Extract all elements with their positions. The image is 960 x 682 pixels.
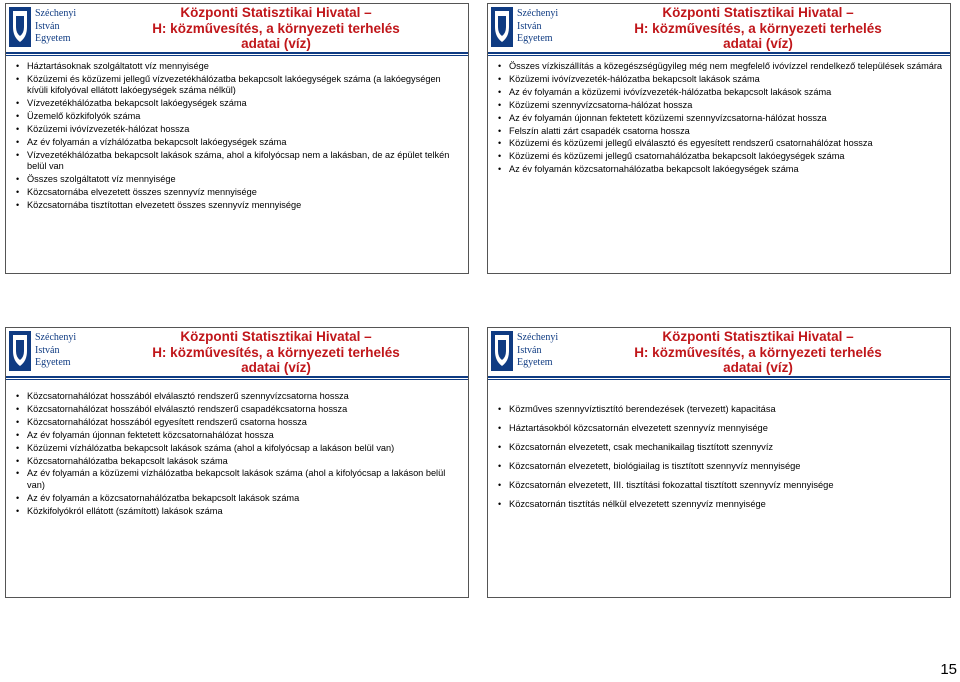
list-item: • Közcsatornahálózat hosszából elválasztó rendszerű csapadékcsatorna hossza (16, 404, 462, 415)
slide-title (88, 329, 464, 376)
title-line-2: H: közművesítés, a környezeti terhelés (634, 20, 882, 36)
list-item: • Összes vízkiszállítás a közegészségügyileg még nem megfelelő ivóvízzel rendelkező települések számára (498, 61, 944, 72)
title-line-3: adatai (víz) (241, 36, 311, 51)
title-line-3: adatai (víz) (241, 360, 311, 375)
header-divider-thin (488, 55, 950, 56)
title-line-3: adatai (víz) (723, 360, 793, 375)
list-item: • Az év folyamán újonnan fektetett közüzemi szennyvízcsatorna-hálózat hossza (498, 113, 944, 124)
logo-line: István (35, 20, 60, 32)
logo-line: Egyetem (517, 33, 553, 44)
coat-of-arms-icon (491, 7, 513, 47)
title-line-2: H: közművesítés, a környezeti terhelés (152, 344, 400, 360)
list-item: • Az év folyamán a közüzemi vízhálózatba bekapcsolt lakások száma (ahol a kifolyócsap a lakáson belül van) (16, 468, 462, 491)
header-divider-thin (488, 379, 950, 380)
list-item: • Közüzemi és közüzemi jellegű elválasztó és egyesített rendszerű csatornahálózat hossza (498, 138, 944, 149)
slide-title (570, 5, 946, 52)
slide-header (6, 328, 468, 376)
slide-title (570, 329, 946, 376)
list-item: • Közüzemi és közüzemi jellegű vízvezetékhálózatba bekapcsolt lakóegységek száma (a lakóegységen kívüli kifolyóval ellátott lakóegységek száma nélkül) (16, 74, 462, 97)
header-divider (488, 52, 950, 54)
header-divider (488, 376, 950, 378)
title-line-1: Központi Statisztikai Hivatal – (180, 329, 372, 344)
logo-line: Egyetem (35, 357, 71, 368)
list-item: • Háztartásoknak szolgáltatott víz mennyisége (16, 61, 462, 72)
header-divider-thin (6, 55, 468, 56)
list-item: • Az év folyamán újonnan fektetett közcsatornahálózat hossza (16, 430, 462, 441)
list-item: • Az év folyamán a közüzemi ivóvízvezeték-hálózatba bekapcsolt lakások száma (498, 87, 944, 98)
bullet-list (498, 61, 944, 177)
bullet-list (16, 391, 462, 519)
list-item: • Háztartásokból közcsatornán elvezetett szennyvíz mennyisége (498, 422, 944, 434)
title-line-3: adatai (víz) (723, 36, 793, 51)
slide-3 (5, 327, 469, 598)
coat-of-arms-icon (9, 7, 31, 47)
logo-line: Széchenyi (35, 332, 77, 343)
list-item: • Az év folyamán a közcsatornahálózatba bekapcsolt lakások száma (16, 493, 462, 504)
title-line-1: Központi Statisztikai Hivatal – (662, 329, 854, 344)
list-item: • Közcsatornahálózat hosszából egyesített rendszerű csatorna hossza (16, 417, 462, 428)
slide-header (488, 328, 950, 376)
slide-title (88, 5, 464, 52)
university-logo (9, 331, 83, 371)
list-item: • Közcsatornába tisztítottan elvezetett összes szennyvíz mennyisége (16, 200, 462, 211)
list-item: • Közüzemi szennyvízcsatorna-hálózat hossza (498, 100, 944, 111)
list-item: • Közcsatornán elvezetett, III. tisztítási fokozattal tisztított szennyvíz mennyisége (498, 479, 944, 491)
list-item: • Közüzemi ivóvízvezeték-hálózatba bekapcsolt lakások száma (498, 74, 944, 85)
slide-header (488, 4, 950, 52)
list-item: • Közüzemi vízhálózatba bekapcsolt lakások száma (ahol a kifolyócsap a lakáson belül van) (16, 443, 462, 454)
university-logo (9, 7, 83, 47)
slide-2 (487, 3, 951, 274)
list-item: • Közműves szennyvíztisztító berendezések (tervezett) kapacitása (498, 403, 944, 415)
list-item: • Közüzemi ivóvízvezeték-hálózat hossza (16, 124, 462, 135)
logo-line: Széchenyi (517, 332, 559, 343)
university-logo (491, 7, 565, 47)
list-item: • Összes szolgáltatott víz mennyisége (16, 174, 462, 185)
header-divider (6, 52, 468, 54)
university-logo (491, 331, 565, 371)
list-item: • Közcsatornahálózatba bekapcsolt lakások száma (16, 456, 462, 467)
logo-line: István (517, 344, 542, 356)
list-item: • Közcsatornán elvezetett, csak mechanikailag tisztított szennyvíz (498, 441, 944, 453)
header-divider (6, 376, 468, 378)
logo-line: István (35, 344, 60, 356)
list-item: • Az év folyamán közcsatornahálózatba bekapcsolt lakóegységek száma (498, 164, 944, 175)
page-number: 15 (940, 661, 957, 678)
logo-line: Egyetem (35, 33, 71, 44)
header-divider-thin (6, 379, 468, 380)
bullet-list (16, 61, 462, 213)
logo-line: Széchenyi (517, 8, 559, 19)
list-item: • Vízvezetékhálózatba bekapcsolt lakások száma, ahol a kifolyócsap nem a lakásban, de az épület telkén belül van (16, 150, 462, 173)
title-line-2: H: közművesítés, a környezeti terhelés (634, 344, 882, 360)
title-line-1: Központi Statisztikai Hivatal – (662, 5, 854, 20)
list-item: • Közcsatornahálózat hosszából elválasztó rendszerű szennyvízcsatorna hossza (16, 391, 462, 402)
list-item: • Üzemelő közkifolyók száma (16, 111, 462, 122)
list-item: • Az év folyamán a vízhálózatba bekapcsolt lakóegységek száma (16, 137, 462, 148)
slide-4 (487, 327, 951, 598)
title-line-1: Központi Statisztikai Hivatal – (180, 5, 372, 20)
slide-header (6, 4, 468, 52)
list-item: • Közüzemi és közüzemi jellegű csatornahálózatba bekapcsolt lakóegységek száma (498, 151, 944, 162)
title-line-2: H: közművesítés, a környezeti terhelés (152, 20, 400, 36)
list-item: • Közkifolyókról ellátott (számított) lakások száma (16, 506, 462, 517)
coat-of-arms-icon (491, 331, 513, 371)
list-item: • Felszín alatti zárt csapadék csatorna hossza (498, 126, 944, 137)
slide-1 (5, 3, 469, 274)
logo-line: Egyetem (517, 357, 553, 368)
list-item: • Közcsatornán elvezetett, biológiailag is tisztított szennyvíz mennyisége (498, 460, 944, 472)
list-item: • Közcsatornába elvezetett összes szennyvíz mennyisége (16, 187, 462, 198)
logo-line: István (517, 20, 542, 32)
list-item: • Vízvezetékhálózatba bekapcsolt lakóegységek száma (16, 98, 462, 109)
logo-line: Széchenyi (35, 8, 77, 19)
coat-of-arms-icon (9, 331, 31, 371)
list-item: • Közcsatornán tisztítás nélkül elvezetett szennyvíz mennyisége (498, 498, 944, 510)
bullet-list (498, 403, 944, 517)
